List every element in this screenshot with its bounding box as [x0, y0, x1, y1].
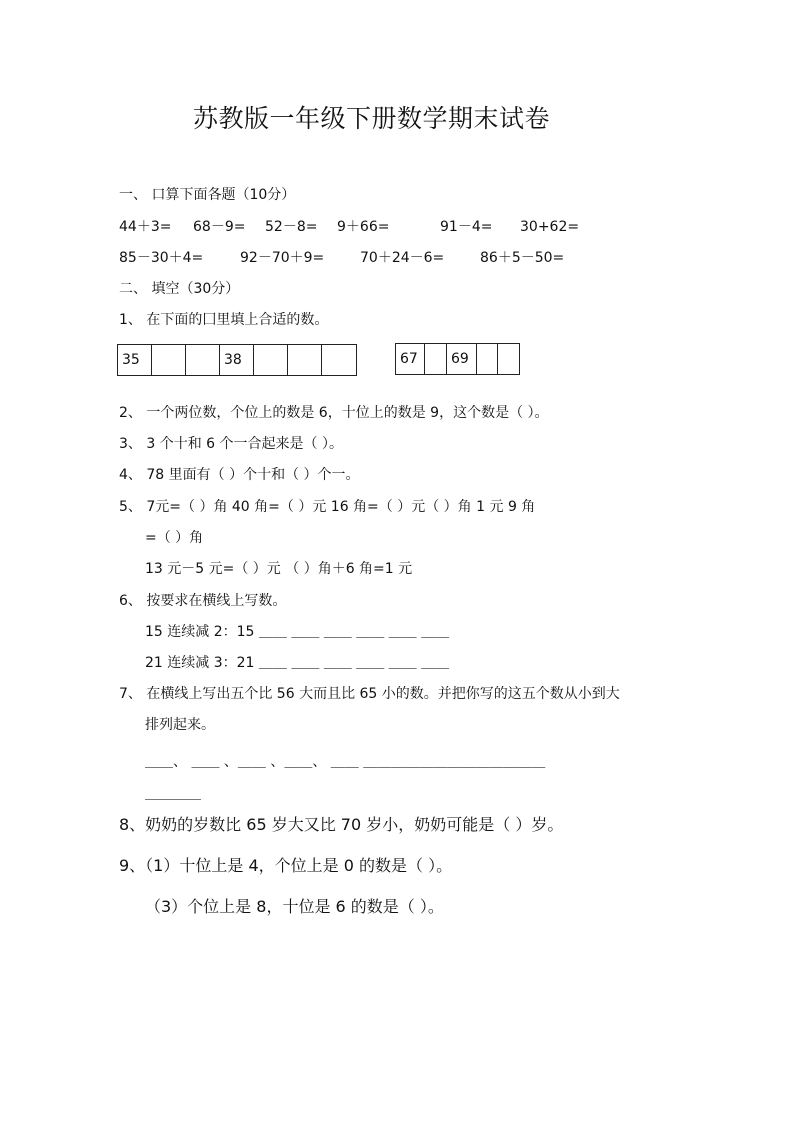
- section-2-heading: 二、 填空（30分）: [119, 281, 240, 297]
- question-8: 8、奶奶的岁数比 65 岁大又比 70 岁小，奶奶可能是（ ）岁。: [119, 815, 564, 834]
- question-1: 1、 在下面的囗里填上合适的数。: [119, 312, 329, 328]
- oral-problem: 70＋24－6=: [360, 250, 445, 266]
- number-box[interactable]: [477, 344, 498, 374]
- number-box-row-1: [117, 344, 357, 376]
- question-7-blanks-cont: ＿＿＿＿: [145, 786, 201, 802]
- number-box[interactable]: [152, 345, 186, 375]
- number-box[interactable]: [254, 345, 288, 375]
- oral-problem: 91－4=: [440, 219, 493, 235]
- number-box[interactable]: [498, 344, 519, 374]
- question-9-part-3: （3）个位上是 8，十位是 6 的数是（ ）。: [145, 897, 444, 916]
- number-box[interactable]: 35: [118, 345, 152, 375]
- number-box[interactable]: [288, 345, 322, 375]
- question-5-line-1: 5、 7元=（ ）角 40 角=（ ）元 16 角=（ ）元（ ）角 1 元 9 角: [119, 499, 536, 515]
- question-5-line-2: =（ ）角: [145, 530, 204, 546]
- number-box[interactable]: 67: [396, 344, 425, 374]
- question-2: 2、 一个两位数，个位上的数是 6，十位上的数是 9，这个数是（ ）。: [119, 405, 549, 421]
- oral-problem: 52－8=: [265, 219, 318, 235]
- question-9-part-1: 9、（1）十位上是 4，个位上是 0 的数是（ ）。: [119, 856, 453, 875]
- number-box[interactable]: 69: [447, 344, 477, 374]
- number-box[interactable]: 38: [220, 345, 254, 375]
- page-title: 苏教版一年级下册数学期末试卷: [193, 104, 551, 133]
- question-6: 6、 按要求在横线上写数。: [119, 593, 287, 609]
- question-7-line-2: 排列起来。: [145, 717, 215, 733]
- question-4: 4、 78 里面有（ ）个十和（ ）个一。: [119, 467, 360, 483]
- oral-problem: 9＋66=: [337, 219, 390, 235]
- number-box[interactable]: [322, 345, 356, 375]
- question-6-row-b: 21 连续减 3：21 ＿＿ ＿＿ ＿＿ ＿＿ ＿＿ ＿＿: [145, 655, 450, 671]
- question-6-row-a: 15 连续减 2：15 ＿＿ ＿＿ ＿＿ ＿＿ ＿＿ ＿＿: [145, 624, 450, 640]
- question-5-line-3: 13 元－5 元=（ ）元 （ ）角＋6 角=1 元: [145, 561, 413, 577]
- oral-problem: 30+62=: [520, 219, 580, 235]
- number-box-row-2: [395, 343, 520, 375]
- question-7-line-1: 7、 在横线上写出五个比 56 大而且比 65 小的数。并把你写的这五个数从小到大: [119, 686, 620, 702]
- oral-problem: 68－9=: [193, 219, 246, 235]
- oral-problem: 44＋3=: [119, 219, 172, 235]
- question-3: 3、 3 个十和 6 个一合起来是（ ）。: [119, 436, 343, 452]
- question-7-blanks: ＿＿、 ＿＿ 、＿＿ 、＿＿、 ＿＿ ＿＿＿＿＿＿＿＿＿＿＿＿＿: [145, 754, 546, 770]
- oral-problem: 85－30＋4=: [119, 250, 204, 266]
- number-box[interactable]: [186, 345, 220, 375]
- oral-problem: 92－70＋9=: [240, 250, 325, 266]
- oral-problem: 86＋5－50=: [480, 250, 565, 266]
- section-1-heading: 一、 口算下面各题（10分）: [119, 187, 296, 203]
- number-box[interactable]: [425, 344, 447, 374]
